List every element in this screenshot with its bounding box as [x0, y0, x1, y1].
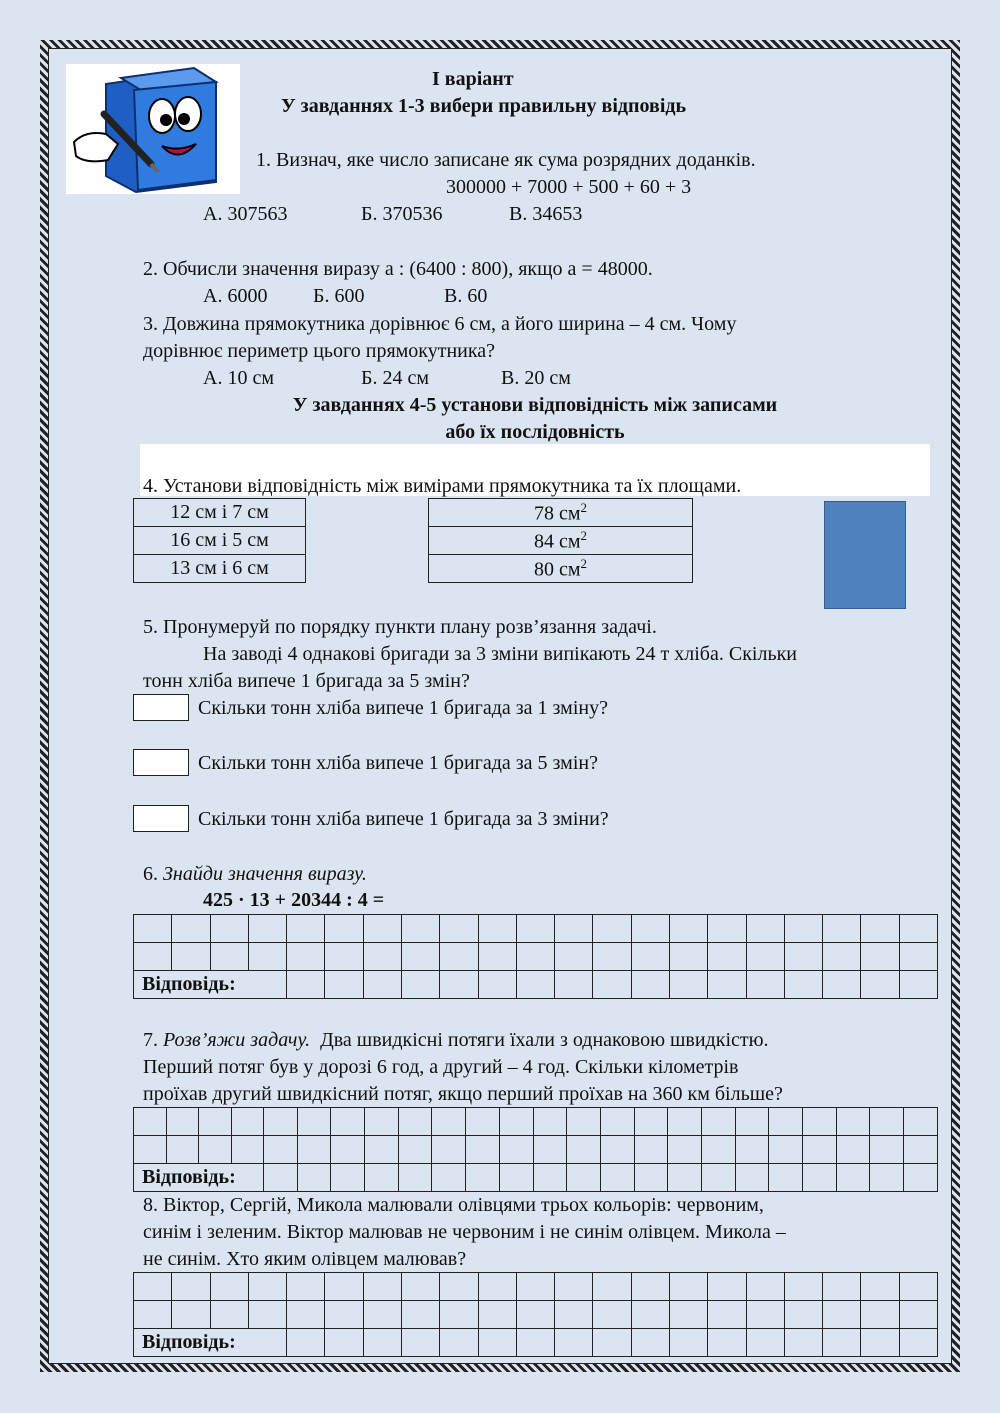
- task1-question: 1. Визнач, яке число записане як сума розрядних доданків.: [256, 149, 756, 171]
- grid-cell[interactable]: [555, 943, 593, 971]
- grid-cell[interactable]: [134, 1301, 172, 1329]
- grid-cell[interactable]: [899, 915, 937, 943]
- grid-cell[interactable]: [567, 1164, 601, 1192]
- grid-cell[interactable]: [398, 1136, 432, 1164]
- grid-cell[interactable]: [823, 1329, 861, 1357]
- grid-cell[interactable]: [803, 1108, 837, 1136]
- grid-cell[interactable]: [325, 1301, 363, 1329]
- area-value: 80 см: [533, 558, 581, 581]
- instruction-4-5-line2: або їх послідовність: [445, 421, 625, 443]
- grid-cell[interactable]: [669, 971, 707, 999]
- grid-cell[interactable]: [325, 943, 363, 971]
- grid-cell[interactable]: [166, 1136, 199, 1164]
- grid-cell[interactable]: [134, 1136, 167, 1164]
- grid-cell[interactable]: [231, 1136, 264, 1164]
- grid-cell[interactable]: [172, 915, 210, 943]
- grid-row: [134, 971, 938, 999]
- area-exponent: 2: [580, 555, 588, 571]
- book-mascot-illustration: [66, 64, 240, 194]
- grid-cell[interactable]: [899, 1301, 937, 1329]
- grid-cell[interactable]: [440, 971, 478, 999]
- area-value: 84 см: [533, 530, 581, 553]
- task8-answer-grid[interactable]: [133, 1272, 938, 1357]
- grid-cell[interactable]: [735, 1108, 769, 1136]
- task6-expression: 425 · 13 + 20344 : 4 =: [203, 889, 385, 911]
- grid-cell[interactable]: [600, 1164, 634, 1192]
- task3-option-c[interactable]: В. 20 см: [501, 367, 571, 389]
- grid-cell[interactable]: [708, 1329, 746, 1357]
- area-cell[interactable]: [429, 527, 693, 555]
- task6-title: Знайди значення виразу.: [163, 863, 367, 885]
- grid-cell[interactable]: [708, 943, 746, 971]
- grid-cell[interactable]: [440, 1329, 478, 1357]
- grid-cell[interactable]: [248, 915, 286, 943]
- grid-cell[interactable]: [746, 971, 784, 999]
- grid-cell[interactable]: [861, 1273, 899, 1301]
- grid-cell[interactable]: [363, 943, 401, 971]
- grid-cell[interactable]: [478, 1329, 516, 1357]
- grid-cell[interactable]: [331, 1164, 365, 1192]
- grid-cell[interactable]: [634, 1136, 668, 1164]
- grid-cell[interactable]: [600, 1136, 634, 1164]
- grid-cell[interactable]: [567, 1108, 601, 1136]
- grid-cell[interactable]: [823, 1273, 861, 1301]
- grid-cell[interactable]: [746, 1273, 784, 1301]
- grid-cell[interactable]: [363, 1273, 401, 1301]
- instruction-1-3: У завданнях 1-3 вибери правильну відповідь: [281, 95, 687, 117]
- grid-row: [134, 1164, 938, 1192]
- grid-cell[interactable]: [803, 1136, 837, 1164]
- task5-problem-line2: тонн хліба випече 1 бригада за 5 змін?: [143, 670, 470, 692]
- task1-option-c[interactable]: В. 34653: [509, 203, 583, 225]
- grid-cell[interactable]: [836, 1136, 870, 1164]
- grid-cell[interactable]: [555, 971, 593, 999]
- grid-cell[interactable]: [899, 1273, 937, 1301]
- grid-cell[interactable]: [669, 1329, 707, 1357]
- grid-row: [134, 1301, 938, 1329]
- grid-cell[interactable]: [401, 971, 439, 999]
- grid-cell[interactable]: [363, 1329, 401, 1357]
- grid-cell[interactable]: [248, 943, 286, 971]
- grid-cell[interactable]: [264, 1164, 298, 1192]
- grid-cell[interactable]: [861, 1329, 899, 1357]
- dimension-cell[interactable]: 12 см і 7 см: [134, 499, 306, 527]
- grid-cell[interactable]: [701, 1108, 735, 1136]
- task4-question: 4. Установи відповідність між вимірами прямокутника та їх площами.: [143, 475, 742, 497]
- grid-cell[interactable]: [210, 915, 248, 943]
- grid-cell[interactable]: [466, 1164, 500, 1192]
- grid-cell[interactable]: [264, 1108, 298, 1136]
- book-mascot-icon: [66, 64, 240, 194]
- grid-cell[interactable]: [398, 1164, 432, 1192]
- grid-cell[interactable]: [172, 1301, 210, 1329]
- variant-title: І варіант: [432, 68, 514, 90]
- grid-cell[interactable]: [440, 943, 478, 971]
- grid-cell[interactable]: [440, 1273, 478, 1301]
- grid-cell[interactable]: [593, 1273, 631, 1301]
- grid-cell[interactable]: [593, 971, 631, 999]
- grid-cell[interactable]: [904, 1164, 938, 1192]
- grid-cell[interactable]: [466, 1108, 500, 1136]
- grid-cell[interactable]: [668, 1164, 702, 1192]
- grid-cell[interactable]: [555, 1273, 593, 1301]
- task3-line2: дорівнює периметр цього прямокутника?: [143, 340, 496, 362]
- grid-cell[interactable]: [708, 1301, 746, 1329]
- grid-cell[interactable]: [836, 1108, 870, 1136]
- grid-cell[interactable]: [555, 1329, 593, 1357]
- grid-cell[interactable]: [331, 1136, 365, 1164]
- grid-cell[interactable]: [701, 1164, 735, 1192]
- grid-cell[interactable]: [325, 971, 363, 999]
- areas-table: [428, 498, 693, 583]
- task5-step-1: Скільки тонн хліба випече 1 бригада за 1 зміну?: [198, 697, 608, 719]
- grid-cell[interactable]: [634, 1108, 668, 1136]
- task5-step-3: Скільки тонн хліба випече 1 бригада за 3 зміни?: [198, 808, 609, 830]
- grid-cell[interactable]: [746, 943, 784, 971]
- grid-cell[interactable]: [199, 1108, 232, 1136]
- grid-cell[interactable]: [861, 915, 899, 943]
- grid-cell[interactable]: [231, 1108, 264, 1136]
- grid-cell[interactable]: [210, 1273, 248, 1301]
- grid-cell[interactable]: [899, 1329, 937, 1357]
- grid-cell[interactable]: [769, 1164, 803, 1192]
- grid-cell[interactable]: [823, 1301, 861, 1329]
- grid-cell[interactable]: [516, 1301, 554, 1329]
- grid-cell[interactable]: [210, 943, 248, 971]
- grid-cell[interactable]: [631, 943, 669, 971]
- grid-cell[interactable]: [823, 971, 861, 999]
- task1-option-b[interactable]: Б. 370536: [361, 203, 443, 225]
- grid-cell[interactable]: [264, 1136, 298, 1164]
- grid-row: [134, 1329, 938, 1357]
- grid-cell[interactable]: [516, 943, 554, 971]
- grid-cell[interactable]: [398, 1108, 432, 1136]
- task3-option-b[interactable]: Б. 24 см: [361, 367, 430, 389]
- task1-expression: 300000 + 7000 + 500 + 60 + 3: [446, 176, 692, 198]
- grid-cell[interactable]: [325, 1273, 363, 1301]
- grid-cell[interactable]: [904, 1108, 938, 1136]
- grid-cell[interactable]: [210, 1301, 248, 1329]
- grid-cell[interactable]: [440, 1301, 478, 1329]
- task5-step-2: Скільки тонн хліба випече 1 бригада за 5 змін?: [198, 752, 598, 774]
- grid-cell[interactable]: [593, 1301, 631, 1329]
- grid-cell[interactable]: [401, 1329, 439, 1357]
- grid-cell[interactable]: [631, 1301, 669, 1329]
- step-number-box-1[interactable]: [133, 694, 189, 721]
- grid-cell[interactable]: [516, 1329, 554, 1357]
- grid-cell[interactable]: [669, 943, 707, 971]
- grid-cell[interactable]: [432, 1136, 466, 1164]
- task7-number: 7.: [143, 1029, 158, 1051]
- grid-cell[interactable]: [363, 971, 401, 999]
- grid-cell[interactable]: [746, 1329, 784, 1357]
- task5-problem-line1: На заводі 4 однакові бригади за 3 зміни випікають 24 т хліба. Скільки: [203, 643, 797, 665]
- grid-cell[interactable]: [631, 971, 669, 999]
- task3-option-a[interactable]: А. 10 см: [203, 367, 274, 389]
- grid-cell[interactable]: [478, 1273, 516, 1301]
- grid-cell[interactable]: [365, 1136, 399, 1164]
- grid-cell[interactable]: [516, 971, 554, 999]
- grid-cell[interactable]: [478, 915, 516, 943]
- grid-cell[interactable]: [516, 1273, 554, 1301]
- grid-cell[interactable]: [533, 1136, 567, 1164]
- grid-cell[interactable]: [466, 1136, 500, 1164]
- grid-cell[interactable]: [631, 915, 669, 943]
- grid-row: [134, 1108, 938, 1136]
- grid-cell[interactable]: [746, 1301, 784, 1329]
- grid-cell[interactable]: [432, 1108, 466, 1136]
- grid-cell[interactable]: [297, 1164, 331, 1192]
- grid-cell[interactable]: [533, 1164, 567, 1192]
- task3-line1: 3. Довжина прямокутника дорівнює 6 см, а його ширина – 4 см. Чому: [143, 313, 737, 335]
- grid-cell[interactable]: [668, 1108, 702, 1136]
- grid-cell[interactable]: [432, 1164, 466, 1192]
- grid-cell[interactable]: [172, 1273, 210, 1301]
- grid-cell[interactable]: [784, 1329, 822, 1357]
- grid-cell[interactable]: [769, 1136, 803, 1164]
- grid-cell[interactable]: [870, 1136, 904, 1164]
- grid-cell[interactable]: [516, 915, 554, 943]
- grid-cell[interactable]: [634, 1164, 668, 1192]
- instruction-4-5-line1: У завданнях 4-5 установи відповідність між записами: [292, 394, 778, 416]
- task7-line2: Перший потяг був у дорозі 6 год, а другий – 4 год. Скільки кілометрів: [143, 1056, 739, 1078]
- grid-cell[interactable]: [478, 1301, 516, 1329]
- grid-cell[interactable]: [593, 1329, 631, 1357]
- grid-cell[interactable]: [870, 1108, 904, 1136]
- grid-cell[interactable]: [746, 915, 784, 943]
- answer-label: Відповідь:: [134, 1164, 264, 1192]
- grid-cell[interactable]: [555, 1301, 593, 1329]
- task8-line3: не синім. Хто яким олівцем малював?: [143, 1248, 467, 1270]
- grid-cell[interactable]: [401, 943, 439, 971]
- task7-line3: проїхав другий швидкісний потяг, якщо перший проїхав на 360 км більше?: [143, 1083, 783, 1105]
- grid-cell[interactable]: [478, 971, 516, 999]
- grid-cell[interactable]: [401, 915, 439, 943]
- grid-cell[interactable]: [870, 1164, 904, 1192]
- grid-cell[interactable]: [669, 1301, 707, 1329]
- grid-cell[interactable]: [668, 1136, 702, 1164]
- grid-cell[interactable]: [899, 943, 937, 971]
- grid-cell[interactable]: [861, 971, 899, 999]
- grid-cell[interactable]: [440, 915, 478, 943]
- answer-label: Відповідь:: [134, 971, 287, 999]
- grid-cell[interactable]: [365, 1108, 399, 1136]
- task1-option-a[interactable]: А. 307563: [203, 203, 288, 225]
- area-cell[interactable]: [429, 555, 693, 583]
- grid-cell[interactable]: [166, 1108, 199, 1136]
- grid-cell[interactable]: [287, 971, 325, 999]
- task7-answer-grid[interactable]: [133, 1107, 938, 1192]
- grid-cell[interactable]: [365, 1164, 399, 1192]
- grid-cell[interactable]: [248, 1273, 286, 1301]
- area-cell[interactable]: [429, 499, 693, 527]
- grid-cell[interactable]: [823, 915, 861, 943]
- grid-cell[interactable]: [533, 1108, 567, 1136]
- grid-cell[interactable]: [631, 1329, 669, 1357]
- task6-number: 6.: [143, 863, 158, 885]
- grid-cell[interactable]: [555, 915, 593, 943]
- answer-label: Відповідь:: [134, 1329, 287, 1357]
- step-number-box-2[interactable]: [133, 749, 189, 776]
- grid-cell[interactable]: [331, 1108, 365, 1136]
- grid-cell[interactable]: [499, 1164, 533, 1192]
- blue-rectangle-shape: [824, 501, 906, 609]
- grid-cell[interactable]: [134, 915, 172, 943]
- grid-cell[interactable]: [593, 943, 631, 971]
- grid-cell[interactable]: [735, 1164, 769, 1192]
- grid-cell[interactable]: [297, 1136, 331, 1164]
- grid-cell[interactable]: [708, 1273, 746, 1301]
- grid-cell[interactable]: [401, 1301, 439, 1329]
- grid-cell[interactable]: [735, 1136, 769, 1164]
- dimensions-table: [133, 498, 306, 583]
- grid-row: [134, 915, 938, 943]
- grid-cell[interactable]: [363, 915, 401, 943]
- dimension-cell[interactable]: 13 см і 6 см: [134, 555, 306, 583]
- grid-cell[interactable]: [478, 943, 516, 971]
- grid-cell[interactable]: [669, 1273, 707, 1301]
- grid-cell[interactable]: [669, 915, 707, 943]
- grid-row: [134, 943, 938, 971]
- grid-cell[interactable]: [134, 943, 172, 971]
- grid-cell[interactable]: [836, 1164, 870, 1192]
- grid-cell[interactable]: [134, 1108, 167, 1136]
- grid-cell[interactable]: [172, 943, 210, 971]
- grid-row: [134, 1273, 938, 1301]
- grid-cell[interactable]: [600, 1108, 634, 1136]
- task5-question: 5. Пронумеруй по порядку пункти плану розв’язання задачі.: [143, 616, 657, 638]
- task7-line1: Два швидкісні потяги їхали з однаковою швидкістю.: [320, 1029, 769, 1051]
- task8-line2: синім і зеленим. Віктор малював не червоним і не синім олівцем. Микола –: [143, 1221, 786, 1243]
- grid-cell[interactable]: [823, 943, 861, 971]
- grid-cell[interactable]: [499, 1108, 533, 1136]
- grid-cell[interactable]: [784, 1273, 822, 1301]
- task2-question: 2. Обчисли значення виразу а : (6400 : 800), якщо а = 48000.: [143, 258, 653, 280]
- grid-cell[interactable]: [134, 1273, 172, 1301]
- grid-cell[interactable]: [861, 1301, 899, 1329]
- grid-cell[interactable]: [325, 915, 363, 943]
- grid-cell[interactable]: [708, 971, 746, 999]
- grid-cell[interactable]: [803, 1164, 837, 1192]
- grid-cell[interactable]: [499, 1136, 533, 1164]
- area-exponent: 2: [580, 527, 588, 543]
- task7-title: Розв’яжи задачу.: [163, 1029, 311, 1051]
- grid-cell[interactable]: [904, 1136, 938, 1164]
- task2-option-b[interactable]: Б. 600: [313, 285, 365, 307]
- task8-line1: 8. Віктор, Сергій, Микола малювали олівцями трьох кольорів: червоним,: [143, 1194, 764, 1216]
- grid-cell[interactable]: [401, 1273, 439, 1301]
- grid-cell[interactable]: [248, 1301, 286, 1329]
- grid-cell[interactable]: [784, 1301, 822, 1329]
- task2-option-a[interactable]: А. 6000: [203, 285, 268, 307]
- grid-cell[interactable]: [784, 915, 822, 943]
- grid-cell[interactable]: [701, 1136, 735, 1164]
- task2-option-c[interactable]: В. 60: [444, 285, 488, 307]
- grid-cell[interactable]: [287, 915, 325, 943]
- area-value: 78 см: [533, 502, 581, 525]
- grid-cell[interactable]: [784, 943, 822, 971]
- grid-row: [134, 1136, 938, 1164]
- task6-answer-grid[interactable]: [133, 914, 938, 999]
- grid-cell[interactable]: [769, 1108, 803, 1136]
- grid-cell[interactable]: [567, 1136, 601, 1164]
- grid-cell[interactable]: [297, 1108, 331, 1136]
- dimension-cell[interactable]: 16 см і 5 см: [134, 527, 306, 555]
- area-exponent: 2: [580, 499, 588, 515]
- grid-cell[interactable]: [287, 1273, 325, 1301]
- grid-cell[interactable]: [363, 1301, 401, 1329]
- grid-cell[interactable]: [708, 915, 746, 943]
- grid-cell[interactable]: [325, 1329, 363, 1357]
- grid-cell[interactable]: [287, 943, 325, 971]
- grid-cell[interactable]: [593, 915, 631, 943]
- grid-cell[interactable]: [287, 1301, 325, 1329]
- grid-cell[interactable]: [784, 971, 822, 999]
- grid-cell[interactable]: [899, 971, 937, 999]
- grid-cell[interactable]: [199, 1136, 232, 1164]
- step-number-box-3[interactable]: [133, 805, 189, 832]
- grid-cell[interactable]: [631, 1273, 669, 1301]
- grid-cell[interactable]: [861, 943, 899, 971]
- grid-cell[interactable]: [287, 1329, 325, 1357]
